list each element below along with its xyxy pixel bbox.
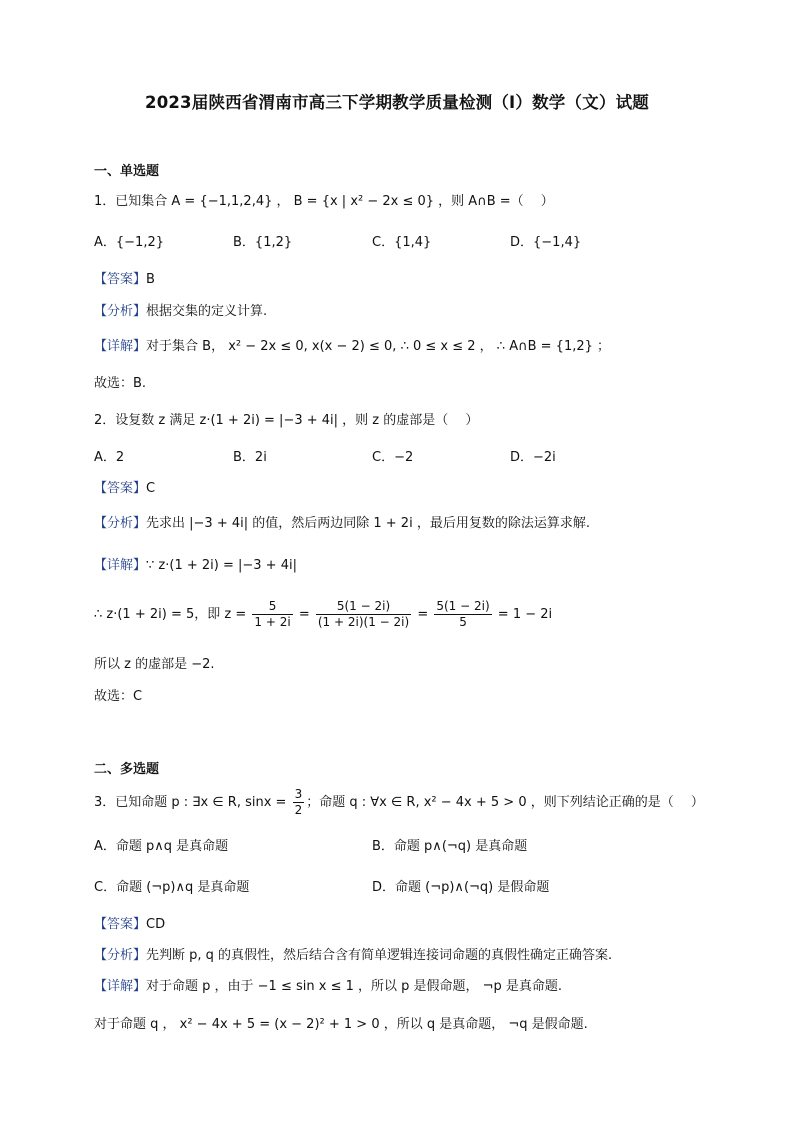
q3-option-b: B．命题 p∧(¬q) 是真命题 (372, 839, 528, 854)
q3-stem (94, 787, 704, 818)
equals-sign: = (298, 607, 310, 622)
q2-answer-value: C (146, 481, 156, 496)
q3-answer (94, 916, 165, 934)
answer-tag: 【答案】 (94, 917, 147, 932)
q3-detail-text: 对于命题 p ，由于 −1 ≤ sin x ≤ 1 ，所以 p 是假命题， ¬p 是真命题. (146, 979, 563, 994)
q1-option-b: B．{1,2} (233, 235, 293, 250)
q2-derivation-prefix: ∴ z·(1 + 2i) = 5，即 z = (94, 607, 247, 622)
q2-derivation-tail: = 1 − 2i (497, 607, 553, 622)
q1-stem: 1．已知集合 A = {−1,1,2,4} ， B = {x | x² − 2x ≤ 0} ，则 A∩B =（ ） (94, 194, 554, 209)
q2-choice: 故选：C (94, 689, 143, 704)
answer-tag: 【答案】 (94, 481, 147, 496)
q2-detail-text: ∵ z·(1 + 2i) = |−3 + 4i| (146, 558, 297, 573)
fraction-denominator: (1 + 2i)(1 − 2i) (317, 615, 410, 629)
fraction-denominator: 5 (459, 615, 467, 629)
q2-derivation (94, 599, 552, 630)
q3-answer-value: CD (146, 917, 166, 932)
q2-option-a: A．2 (94, 450, 125, 465)
q2-analysis-text: 先求出 |−3 + 4i| 的值，然后两边同除 1 + 2i ，最后用复数的除法运算求解. (146, 516, 590, 531)
section-heading-single-choice: 一、单选题 (94, 164, 160, 179)
q3-option-d: D．命题 (¬p)∧(¬q) 是假命题 (372, 880, 550, 895)
q2-stem: 2．设复数 z 满足 z·(1 + 2i) = |−3 + 4i| ，则 z 的虚部是（ ） (94, 413, 479, 428)
q1-analysis-text: 根据交集的定义计算. (146, 304, 268, 319)
q2-option-d: D．−2i (510, 450, 556, 465)
q2-analysis (94, 515, 590, 533)
q3-detail-continued: 对于命题 q ， x² − 4x + 5 = (x − 2)² + 1 > 0 ，所以 q 是真命题， ¬q 是假命题. (94, 1017, 588, 1032)
q1-detail-text: 对于集合 B， x² − 2x ≤ 0, x(x − 2) ≤ 0, ∴ 0 ≤ x ≤ 2 ， ∴ A∩B = {1,2} ； (146, 339, 611, 354)
analysis-tag: 【分析】 (94, 304, 147, 319)
q1-answer (94, 271, 155, 289)
q1-option-a: A．{−1,2} (94, 235, 165, 250)
q3-analysis-text: 先判断 p, q 的真假性，然后结合含有简单逻辑连接词命题的真假性确定正确答案. (146, 948, 613, 963)
fraction-numerator: 5 (252, 599, 292, 615)
fraction-numerator: 3 (294, 787, 303, 801)
q3-stem-start: 3．已知命题 p : ∃x ∈ R, sinx = (94, 795, 287, 810)
section-heading-multiple-choice: 二、多选题 (94, 762, 160, 777)
q3-detail (94, 978, 562, 996)
document-title: 2023届陕西省渭南市高三下学期教学质量检测（Ⅰ）数学（文）试题 (145, 93, 649, 112)
detail-tag: 【详解】 (94, 979, 147, 994)
q2-option-c: C．−2 (372, 450, 414, 465)
q2-answer (94, 480, 155, 498)
fraction-numerator: 5(1 − 2i) (316, 599, 411, 615)
q1-analysis (94, 303, 267, 321)
q3-option-c: C．命题 (¬p)∧q 是真命题 (94, 880, 250, 895)
fraction (293, 787, 305, 818)
q3-option-a: A．命题 p∧q 是真命题 (94, 839, 229, 854)
fraction-numerator: 5(1 − 2i) (436, 599, 490, 613)
q3-analysis (94, 947, 612, 965)
detail-tag: 【详解】 (94, 339, 147, 354)
q2-detail (94, 557, 297, 575)
answer-tag: 【答案】 (94, 272, 147, 287)
fraction-denominator: 1 + 2i (254, 615, 291, 629)
fraction (434, 599, 491, 630)
q1-option-d: D．{−1,4} (510, 235, 582, 250)
q1-option-c: C．{1,4} (372, 235, 432, 250)
detail-tag: 【详解】 (94, 558, 147, 573)
q1-choice: 故选：B. (94, 376, 147, 391)
fraction-denominator: 2 (294, 803, 303, 817)
q2-option-b: B．2i (233, 450, 267, 465)
analysis-tag: 【分析】 (94, 516, 147, 531)
fraction (316, 599, 411, 630)
q1-answer-value: B (146, 272, 155, 287)
q1-detail (94, 338, 610, 356)
equals-sign: = (417, 607, 429, 622)
q2-conclusion: 所以 z 的虚部是 −2. (94, 657, 215, 672)
q3-stem-end: ；命题 q : ∀x ∈ R, x² − 4x + 5 > 0 ，则下列结论正确的是（ ） (306, 795, 704, 810)
analysis-tag: 【分析】 (94, 948, 147, 963)
fraction (252, 599, 292, 630)
